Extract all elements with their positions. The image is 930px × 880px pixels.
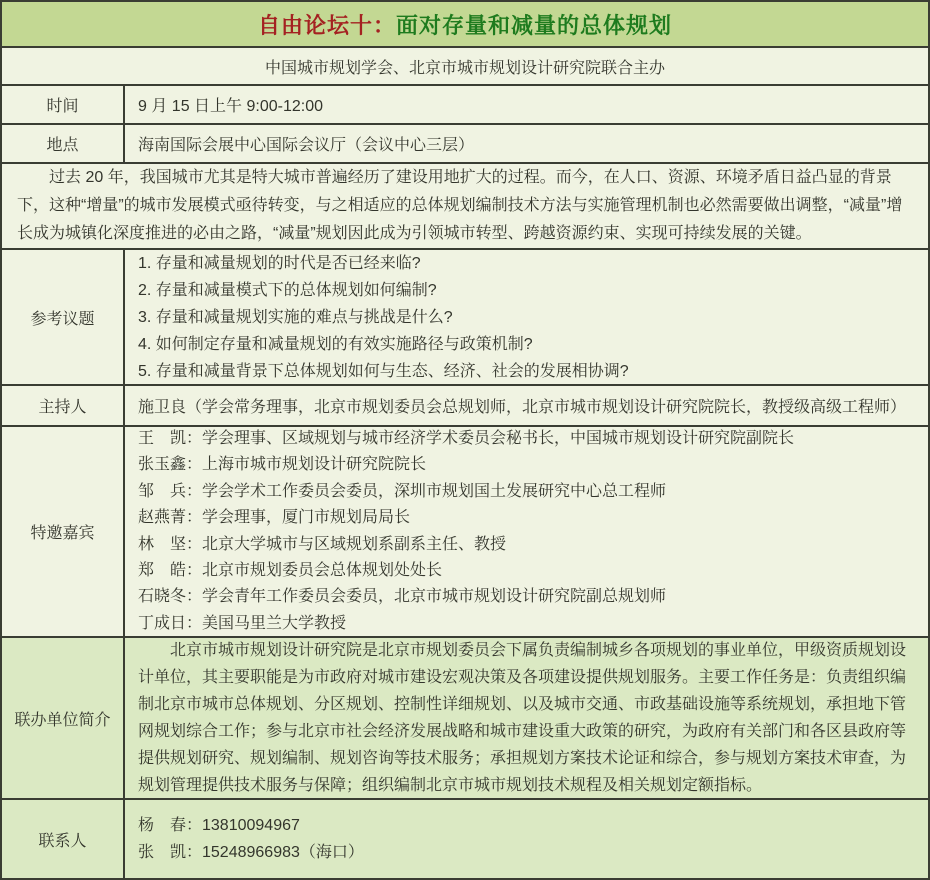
topic-item: 4. 如何制定存量和减量规划的有效实施路径与政策机制? [138, 335, 533, 353]
forum-number: 自由论坛十： [257, 12, 396, 38]
guest-item: 张玉鑫：上海市城市规划设计研究院院长 [138, 456, 427, 474]
moderator-row [2, 384, 928, 425]
venue-row [2, 123, 928, 162]
org-intro-row [2, 636, 928, 798]
topic-item: 5. 存量和减量背景下总体规划如何与生态、经济、社会的发展相协调? [138, 362, 629, 380]
intro-paragraph: 过去 20 年，我国城市尤其是特大城市普遍经历了建设用地扩大的过程。而今，在人口、资源、环境矛盾日益凸显的背景下，这种“增量”的城市发展模式亟待转变，与之相适应的总体规划编制技术方法与实施管理机制也必然需要做出调整，“减量”增长成为城镇化深度推进的必由之路，“减量”规划因此成为引领城市转型、跨越资源约束、实现可持续发展的关键。 [17, 169, 903, 242]
time-row [2, 84, 928, 123]
guest-item: 郑 皓：北京市规划委员会总体规划处处长 [138, 561, 443, 579]
guest-item: 石晓冬：学会青年工作委员会委员，北京市城市规划设计研究院副总规划师 [138, 588, 667, 606]
moderator-label: 主持人 [2, 386, 125, 425]
venue-value: 海南国际会展中心国际会议厅（会议中心三层） [138, 137, 475, 154]
time-label: 时间 [2, 86, 125, 123]
forum-title: 面对存量和减量的总体规划 [396, 12, 673, 38]
topic-item: 3. 存量和减量规划实施的难点与挑战是什么? [138, 308, 453, 326]
contacts-list [125, 800, 928, 878]
contacts-row [2, 798, 928, 878]
organizer-text: 中国城市规划学会、北京市城市规划设计研究院联合主办 [264, 59, 665, 77]
intro-row [2, 162, 928, 248]
organizer-row [2, 46, 928, 84]
topics-label: 参考议题 [2, 250, 125, 384]
guest-item: 王 凯：学会理事、区域规划与城市经济学术委员会秘书长，中国城市规划设计研究院副院长 [138, 429, 795, 447]
topics-list [125, 250, 928, 384]
guest-item: 林 坚：北京大学城市与区域规划系副系主任、教授 [138, 535, 507, 553]
contact-item: 张 凯：15248966983（海口） [138, 844, 364, 861]
moderator-value: 施卫良（学会常务理事，北京市规划委员会总规划师，北京市城市规划设计研究院院长，教授级高级工程师） [138, 399, 907, 416]
guest-item: 丁成日：美国马里兰大学教授 [138, 614, 347, 632]
contacts-label: 联系人 [2, 800, 125, 878]
guest-item: 邹 兵：学会学术工作委员会委员，深圳市规划国土发展研究中心总工程师 [138, 482, 667, 500]
title-bar [2, 2, 928, 46]
org-intro-cell [125, 638, 928, 798]
guests-row [2, 425, 928, 636]
guests-label: 特邀嘉宾 [2, 427, 125, 636]
org-intro-label: 联办单位简介 [2, 638, 125, 798]
org-intro-paragraph: 北京市城市规划设计研究院是北京市规划委员会下属负责编制城乡各项规划的事业单位，甲级资质规划设计单位，其主要职能是为市政府对城市建设宏观决策及各项建设提供规划服务。主要工作任务是：负责组织编制北京市城市总体规划、分区规划、控制性详细规划、以及城市交通、市政基础设施等系统规划，承担地下管网规划综合工作；参与北京市社会经济发展战略和城市建设重大政策的研究，为政府有关部门和各区县政府等提供规划研究、规划编制、规划咨询等技术服务；承担规划方案技术论证和综合，参与规划方案技术审查，为规划管理提供技术服务与保障；组织编制北京市城市规划技术规程及相关规划定额指标。 [138, 642, 907, 794]
guest-item: 赵燕菁：学会理事，厦门市规划局局长 [138, 509, 411, 527]
contact-item: 杨 春：13810094967 [138, 817, 300, 834]
topic-item: 1. 存量和减量规划的时代是否已经来临? [138, 254, 421, 272]
guests-list [125, 427, 928, 636]
time-value: 9 月 15 日上午 9:00-12:00 [138, 98, 323, 115]
venue-label: 地点 [2, 125, 125, 162]
topics-row [2, 248, 928, 384]
topic-item: 2. 存量和减量模式下的总体规划如何编制? [138, 281, 437, 299]
